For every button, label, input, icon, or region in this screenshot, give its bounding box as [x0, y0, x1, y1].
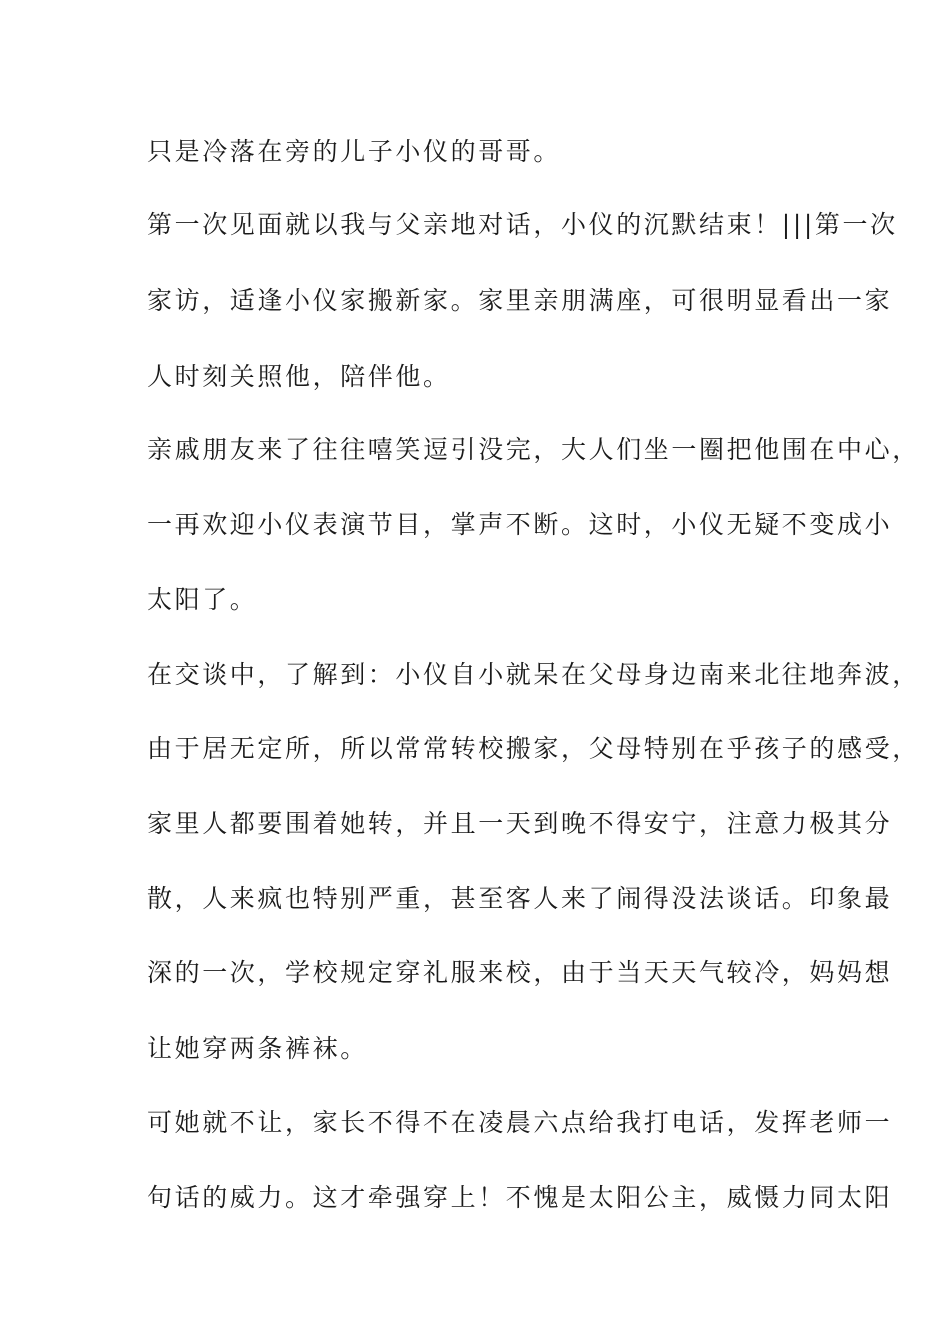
- text-line: 只是冷落在旁的儿子小仪的哥哥。: [147, 137, 562, 166]
- text-line: 让她穿两条裤袜。: [147, 1034, 368, 1063]
- text-line: 人时刻关照他，陪伴他。: [147, 362, 451, 391]
- text-line: 由于居无定所，所以常常转校搬家，父母特别在乎孩子的感受，: [147, 734, 920, 763]
- text-line: 太阳了。: [147, 585, 258, 614]
- text-line: 散，人来疯也特别严重，甚至客人来了闹得没法谈话。印象最: [147, 884, 893, 913]
- text-line: 家访，适逢小仪家搬新家。家里亲朋满座，可很明显看出一家: [147, 286, 893, 315]
- text-line: 句话的威力。这才牵强穿上！不愧是太阳公主，威慑力同太阳: [147, 1183, 893, 1212]
- text-line: 家里人都要围着她转，并且一天到晚不得安宁，注意力极其分: [147, 809, 893, 838]
- text-line: 可她就不让，家长不得不在凌晨六点给我打电话，发挥老师一: [147, 1108, 893, 1137]
- text-line: 第一次见面就以我与父亲地对话，小仪的沉默结束！|||第一次: [147, 210, 898, 239]
- text-line: 亲戚朋友来了往往嘻笑逗引没完，大人们坐一圈把他围在中心，: [147, 435, 920, 464]
- text-line: 一再欢迎小仪表演节目，掌声不断。这时，小仪无疑不变成小: [147, 510, 893, 539]
- text-line: 深的一次，学校规定穿礼服来校，由于当天天气较冷，妈妈想: [147, 958, 893, 987]
- text-line: 在交谈中，了解到：小仪自小就呆在父母身边南来北往地奔波，: [147, 660, 920, 689]
